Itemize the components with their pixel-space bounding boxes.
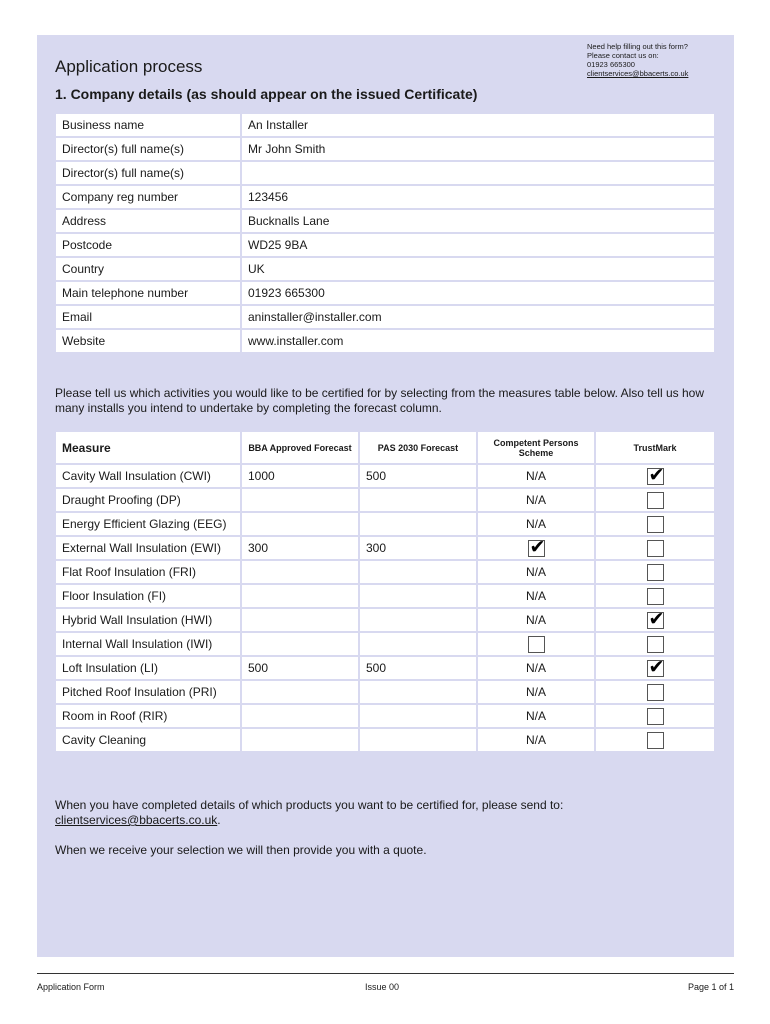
trustmark-checkbox[interactable]	[647, 468, 664, 485]
company-field-value[interactable]: 01923 665300	[241, 281, 715, 305]
cps-cell: N/A	[477, 512, 595, 536]
measure-row	[55, 728, 715, 752]
company-field-value[interactable]: Bucknalls Lane	[241, 209, 715, 233]
measure-row	[55, 704, 715, 728]
company-field-label: Website	[55, 329, 241, 353]
measure-row	[55, 632, 715, 656]
trustmark-checkbox[interactable]	[647, 636, 664, 653]
bba-forecast-cell[interactable]	[241, 584, 359, 608]
cps-cell: N/A	[477, 680, 595, 704]
bba-forecast-cell[interactable]: 500	[241, 656, 359, 680]
company-field-label: Country	[55, 257, 241, 281]
company-row	[55, 257, 715, 281]
pas-forecast-cell[interactable]	[359, 632, 477, 656]
cps-cell: N/A	[477, 464, 595, 488]
page-title: Application process	[55, 57, 203, 76]
company-details-table	[54, 112, 716, 354]
company-field-label: Postcode	[55, 233, 241, 257]
cps-cell: N/A	[477, 704, 595, 728]
measure-name: Loft Insulation (LI)	[55, 656, 241, 680]
company-row	[55, 161, 715, 185]
trustmark-checkbox[interactable]	[647, 540, 664, 557]
send-text: When you have completed details of which products you want to be certified for, please send to:	[55, 798, 564, 812]
cps-cell	[477, 632, 595, 656]
help-line-2: Please contact us on:	[587, 51, 659, 60]
company-field-label: Director(s) full name(s)	[55, 137, 241, 161]
pas-forecast-cell[interactable]	[359, 584, 477, 608]
company-field-value[interactable]: WD25 9BA	[241, 233, 715, 257]
trustmark-checkbox[interactable]	[647, 684, 664, 701]
company-row	[55, 113, 715, 137]
bba-forecast-cell[interactable]	[241, 728, 359, 752]
footer-center: Issue 00	[365, 982, 400, 992]
company-field-value[interactable]: www.installer.com	[241, 329, 715, 353]
company-field-label: Business name	[55, 113, 241, 137]
company-row	[55, 281, 715, 305]
pas-forecast-cell[interactable]	[359, 680, 477, 704]
measure-name: External Wall Insulation (EWI)	[55, 536, 241, 560]
bba-forecast-cell[interactable]	[241, 512, 359, 536]
trustmark-cell	[595, 608, 715, 632]
help-email-link[interactable]: clientservices@bbacerts.co.uk	[587, 69, 689, 78]
company-row	[55, 185, 715, 209]
bba-forecast-cell[interactable]: 1000	[241, 464, 359, 488]
company-field-value[interactable]: An Installer	[241, 113, 715, 137]
trustmark-checkbox[interactable]	[647, 492, 664, 509]
bba-forecast-cell[interactable]	[241, 704, 359, 728]
trustmark-cell	[595, 512, 715, 536]
bba-forecast-cell[interactable]	[241, 608, 359, 632]
measure-row	[55, 536, 715, 560]
pas-forecast-cell[interactable]	[359, 488, 477, 512]
pas-forecast-cell[interactable]: 500	[359, 656, 477, 680]
measure-name: Draught Proofing (DP)	[55, 488, 241, 512]
company-field-value[interactable]: Mr John Smith	[241, 137, 715, 161]
trustmark-cell	[595, 584, 715, 608]
trustmark-checkbox[interactable]	[647, 708, 664, 725]
pas-forecast-cell[interactable]: 300	[359, 536, 477, 560]
footer-divider	[37, 973, 734, 974]
measures-header-row	[55, 431, 715, 464]
section-title: 1. Company details (as should appear on the issued Certificate)	[55, 86, 478, 102]
pas-forecast-cell[interactable]	[359, 512, 477, 536]
bba-forecast-cell[interactable]	[241, 560, 359, 584]
cps-cell: N/A	[477, 488, 595, 512]
measure-row	[55, 464, 715, 488]
company-row	[55, 305, 715, 329]
bba-forecast-cell[interactable]	[241, 632, 359, 656]
header-trustmark: TrustMark	[595, 431, 715, 464]
pas-forecast-cell[interactable]	[359, 608, 477, 632]
trustmark-checkbox[interactable]	[647, 516, 664, 533]
measure-name: Internal Wall Insulation (IWI)	[55, 632, 241, 656]
bba-forecast-cell[interactable]	[241, 488, 359, 512]
company-field-value[interactable]: 123456	[241, 185, 715, 209]
measure-row	[55, 512, 715, 536]
cps-cell: N/A	[477, 656, 595, 680]
company-field-label: Address	[55, 209, 241, 233]
trustmark-checkbox[interactable]	[647, 588, 664, 605]
company-field-label: Director(s) full name(s)	[55, 161, 241, 185]
measures-table	[54, 430, 716, 753]
trustmark-cell	[595, 632, 715, 656]
send-email-link[interactable]: clientservices@bbacerts.co.uk	[55, 813, 218, 827]
trustmark-cell	[595, 560, 715, 584]
trustmark-cell	[595, 488, 715, 512]
pas-forecast-cell[interactable]: 500	[359, 464, 477, 488]
company-field-value[interactable]: UK	[241, 257, 715, 281]
trustmark-cell	[595, 536, 715, 560]
intro-text: Please tell us which activities you would like to be certified for by selecting from the measures table below. Also tell us how many installs you intend to undertake by completing the forecast column.	[55, 386, 704, 415]
cps-cell: N/A	[477, 560, 595, 584]
bba-forecast-cell[interactable]	[241, 680, 359, 704]
measure-name: Room in Roof (RIR)	[55, 704, 241, 728]
trustmark-cell	[595, 704, 715, 728]
footer-left: Application Form	[37, 982, 105, 992]
header-measure: Measure	[55, 431, 241, 464]
company-row	[55, 233, 715, 257]
help-line-1: Need help filling out this form?	[587, 42, 688, 51]
pas-forecast-cell[interactable]	[359, 728, 477, 752]
measure-name: Pitched Roof Insulation (PRI)	[55, 680, 241, 704]
help-phone: 01923 665300	[587, 60, 635, 69]
cps-cell: N/A	[477, 584, 595, 608]
cps-cell: N/A	[477, 728, 595, 752]
measure-row	[55, 608, 715, 632]
company-row	[55, 209, 715, 233]
help-box	[587, 42, 688, 78]
company-row	[55, 137, 715, 161]
measure-name: Cavity Wall Insulation (CWI)	[55, 464, 241, 488]
measure-name: Hybrid Wall Insulation (HWI)	[55, 608, 241, 632]
measure-row	[55, 488, 715, 512]
send-instructions: When you have completed details of which products you want to be certified for, please send to: clientservices@bbacerts.co.uk.	[55, 798, 564, 827]
trustmark-checkbox[interactable]	[647, 612, 664, 629]
measure-name: Cavity Cleaning	[55, 728, 241, 752]
measure-row	[55, 656, 715, 680]
pas-forecast-cell[interactable]	[359, 560, 477, 584]
company-field-label: Email	[55, 305, 241, 329]
header-pas: PAS 2030 Forecast	[359, 431, 477, 464]
company-field-label: Company reg number	[55, 185, 241, 209]
trustmark-checkbox[interactable]	[647, 660, 664, 677]
measure-name: Energy Efficient Glazing (EEG)	[55, 512, 241, 536]
company-field-value[interactable]: aninstaller@installer.com	[241, 305, 715, 329]
trustmark-checkbox[interactable]	[647, 564, 664, 581]
trustmark-cell	[595, 728, 715, 752]
cps-checkbox[interactable]	[528, 636, 545, 653]
measure-name: Flat Roof Insulation (FRI)	[55, 560, 241, 584]
cps-cell	[477, 536, 595, 560]
pas-forecast-cell[interactable]	[359, 704, 477, 728]
trustmark-cell	[595, 680, 715, 704]
company-field-label: Main telephone number	[55, 281, 241, 305]
company-field-value[interactable]	[241, 161, 715, 185]
footer-right: Page 1 of 1	[687, 982, 734, 992]
cps-cell: N/A	[477, 608, 595, 632]
measure-row	[55, 584, 715, 608]
bba-forecast-cell[interactable]: 300	[241, 536, 359, 560]
header-bba: BBA Approved Forecast	[241, 431, 359, 464]
company-row	[55, 329, 715, 353]
measure-row	[55, 560, 715, 584]
measure-name: Floor Insulation (FI)	[55, 584, 241, 608]
cps-checkbox[interactable]	[528, 540, 545, 557]
measure-row	[55, 680, 715, 704]
header-cps: Competent Persons Scheme	[477, 431, 595, 464]
quote-text: When we receive your selection we will then provide you with a quote.	[55, 843, 427, 857]
trustmark-cell	[595, 656, 715, 680]
trustmark-checkbox[interactable]	[647, 732, 664, 749]
trustmark-cell	[595, 464, 715, 488]
